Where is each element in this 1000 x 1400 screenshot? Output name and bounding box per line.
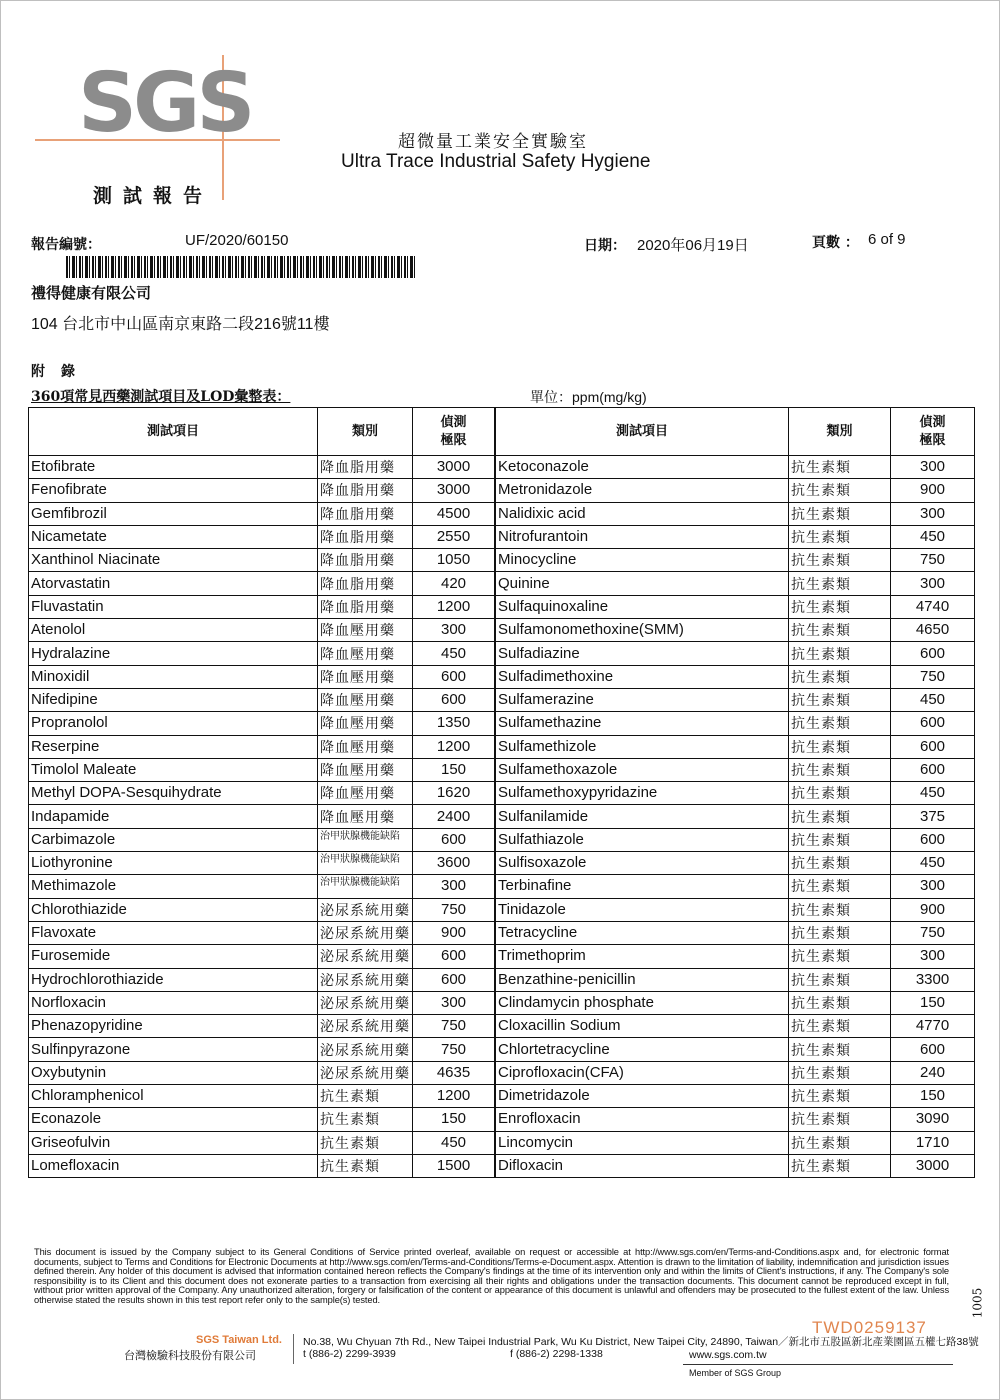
header-test-item: 測試項目 (29, 408, 318, 456)
lod-value: 1500 (413, 1154, 495, 1177)
appendix-label: 附錄 (31, 364, 91, 380)
table-row (29, 456, 495, 479)
category-cell: 抗生素類 (789, 758, 891, 781)
test-item-name: Sulfisoxazole (496, 852, 789, 875)
category-cell: 降血脂用藥 (318, 456, 413, 479)
footer-telephone: t (886-2) 2299-3939 (303, 1348, 396, 1360)
page-count: 6 of 9 (868, 231, 906, 248)
test-item-name: Fluvastatin (29, 595, 318, 618)
lod-value: 3600 (413, 852, 495, 875)
lod-value: 240 (891, 1061, 975, 1084)
category-cell: 抗生素類 (789, 852, 891, 875)
test-item-name: Atenolol (29, 619, 318, 642)
category-cell: 抗生素類 (318, 1085, 413, 1108)
test-item-name: Cloxacillin Sodium (496, 1015, 789, 1038)
table-row (496, 502, 975, 525)
test-item-name: Gemfibrozil (29, 502, 318, 525)
category-cell: 泌尿系統用藥 (318, 921, 413, 944)
test-item-name: Quinine (496, 572, 789, 595)
test-item-name: Sulfamethizole (496, 735, 789, 758)
table-header-row (29, 408, 495, 456)
report-number: UF/2020/60150 (185, 232, 289, 249)
table-row (496, 898, 975, 921)
test-item-name: Phenazopyridine (29, 1015, 318, 1038)
lod-value: 150 (413, 758, 495, 781)
lab-name-cn: 超微量工業安全實驗室 (398, 132, 588, 152)
table-row (29, 805, 495, 828)
test-item-name: Timolol Maleate (29, 758, 318, 781)
lod-value: 150 (891, 991, 975, 1014)
category-cell: 抗生素類 (789, 1061, 891, 1084)
table-row (29, 1015, 495, 1038)
test-item-name: Norfloxacin (29, 991, 318, 1014)
table-row (496, 688, 975, 711)
lod-value: 2400 (413, 805, 495, 828)
table-row (496, 1038, 975, 1061)
test-item-name: Methimazole (29, 875, 318, 898)
lod-value: 1200 (413, 735, 495, 758)
test-item-name: Sulfadimethoxine (496, 665, 789, 688)
category-cell: 抗生素類 (789, 688, 891, 711)
category-cell: 抗生素類 (789, 898, 891, 921)
sgs-taiwan-name: SGS Taiwan Ltd. (196, 1334, 282, 1346)
table-row (496, 1085, 975, 1108)
table-row (29, 828, 495, 851)
table-row (29, 479, 495, 502)
test-item-name: Sulfamonomethoxine(SMM) (496, 619, 789, 642)
test-item-name: Sulfanilamide (496, 805, 789, 828)
table-row (496, 1015, 975, 1038)
footer-website: www.sgs.com.tw (689, 1349, 767, 1361)
lod-value: 600 (413, 968, 495, 991)
lod-value: 600 (891, 1038, 975, 1061)
unit-label: 單位：ppm(mg/kg) (530, 389, 647, 405)
category-cell: 抗生素類 (789, 1108, 891, 1131)
table-header-row (496, 408, 975, 456)
test-item-name: Nitrofurantoin (496, 525, 789, 548)
appendix-subtitle: 360項常見西藥測試項目及LOD彙整表： (31, 389, 291, 405)
header-lod-line2: 極限 (919, 432, 946, 448)
test-item-name: Enrofloxacin (496, 1108, 789, 1131)
table-row (29, 735, 495, 758)
table-row (29, 619, 495, 642)
date-label: 日期： (584, 238, 626, 254)
lod-value: 900 (891, 898, 975, 921)
test-item-name: Ketoconazole (496, 456, 789, 479)
category-cell: 抗生素類 (789, 572, 891, 595)
lod-value: 750 (891, 665, 975, 688)
table-row (496, 875, 975, 898)
table-row (29, 572, 495, 595)
test-item-name: Atorvastatin (29, 572, 318, 595)
lod-value: 375 (891, 805, 975, 828)
table-row (496, 1061, 975, 1084)
table-row (29, 688, 495, 711)
lod-value: 3000 (891, 1154, 975, 1177)
table-row (29, 595, 495, 618)
report-number-label: 報告編號： (31, 237, 101, 253)
category-cell: 抗生素類 (789, 828, 891, 851)
lod-value: 1350 (413, 712, 495, 735)
test-item-name: Sulfamethoxazole (496, 758, 789, 781)
test-item-name: Flavoxate (29, 921, 318, 944)
category-cell: 降血脂用藥 (318, 572, 413, 595)
report-date: 2020年06月19日 (637, 237, 749, 254)
test-item-name: Chlorothiazide (29, 898, 318, 921)
side-number: 1005 (970, 1287, 985, 1319)
table-row (496, 572, 975, 595)
table-row (29, 1061, 495, 1084)
test-item-name: Sulfaquinoxaline (496, 595, 789, 618)
table-row (496, 852, 975, 875)
category-cell: 抗生素類 (789, 549, 891, 572)
table-row (29, 1085, 495, 1108)
category-cell: 抗生素類 (789, 502, 891, 525)
test-item-name: Sulfathiazole (496, 828, 789, 851)
table-row (496, 945, 975, 968)
lod-value: 600 (891, 642, 975, 665)
table-row (29, 502, 495, 525)
category-cell: 降血脂用藥 (318, 525, 413, 548)
table-row (29, 782, 495, 805)
test-item-name: Hydralazine (29, 642, 318, 665)
table-row (496, 1154, 975, 1177)
lod-value: 3000 (413, 479, 495, 502)
category-cell: 抗生素類 (789, 805, 891, 828)
header-lod-line1: 偵測 (440, 414, 467, 430)
table-row (496, 805, 975, 828)
test-item-name: Sulfamerazine (496, 688, 789, 711)
client-address: 104 台北市中山區南京東路二段216號11樓 (31, 316, 330, 333)
table-row (496, 595, 975, 618)
category-cell: 抗生素類 (789, 1154, 891, 1177)
test-item-name: Propranolol (29, 712, 318, 735)
lod-value: 600 (413, 828, 495, 851)
table-row (496, 642, 975, 665)
category-cell: 降血壓用藥 (318, 642, 413, 665)
category-cell: 抗生素類 (789, 968, 891, 991)
test-item-name: Difloxacin (496, 1154, 789, 1177)
category-cell: 降血壓用藥 (318, 688, 413, 711)
category-cell: 治甲狀腺機能缺陷 (318, 875, 413, 898)
lod-value: 300 (413, 619, 495, 642)
category-cell: 抗生素類 (789, 595, 891, 618)
test-item-name: Furosemide (29, 945, 318, 968)
lod-value: 1620 (413, 782, 495, 805)
category-cell: 抗生素類 (789, 479, 891, 502)
lod-value: 300 (413, 875, 495, 898)
footer-fax: f (886-2) 2298-1338 (510, 1348, 603, 1360)
lod-value: 3090 (891, 1108, 975, 1131)
lod-value: 300 (891, 572, 975, 595)
lod-value: 600 (413, 945, 495, 968)
header-lod (891, 408, 975, 456)
lod-value: 1050 (413, 549, 495, 572)
test-item-name: Nalidixic acid (496, 502, 789, 525)
category-cell: 抗生素類 (789, 1085, 891, 1108)
lab-name-en: Ultra Trace Industrial Safety Hygiene (341, 151, 651, 172)
header-lod (413, 408, 495, 456)
category-cell: 泌尿系統用藥 (318, 1015, 413, 1038)
category-cell: 降血壓用藥 (318, 665, 413, 688)
lod-value: 750 (891, 921, 975, 944)
lod-value: 1200 (413, 595, 495, 618)
header-lod-line2: 極限 (440, 432, 467, 448)
category-cell: 抗生素類 (318, 1131, 413, 1154)
category-cell: 泌尿系統用藥 (318, 898, 413, 921)
table-row (29, 898, 495, 921)
test-item-name: Terbinafine (496, 875, 789, 898)
lod-value: 600 (891, 828, 975, 851)
footer-address: No.38, Wu Chyuan 7th Rd., New Taipei Industrial Park, Wu Ku District, New Taipei City, 24890, Taiwan／新北市五股區新北產業園區五權七路38號 (303, 1336, 979, 1348)
category-cell: 抗生素類 (789, 1038, 891, 1061)
table-row (496, 921, 975, 944)
table-row (496, 712, 975, 735)
test-item-name: Nifedipine (29, 688, 318, 711)
test-item-name: Etofibrate (29, 456, 318, 479)
table-row (496, 758, 975, 781)
category-cell: 抗生素類 (789, 642, 891, 665)
test-item-name: Lincomycin (496, 1131, 789, 1154)
header-test-item: 測試項目 (496, 408, 789, 456)
table-row (496, 456, 975, 479)
company-name-cn: 台灣檢驗科技股份有限公司 (124, 1349, 256, 1362)
category-cell: 抗生素類 (789, 525, 891, 548)
test-item-name: Griseofulvin (29, 1131, 318, 1154)
table-row (29, 1131, 495, 1154)
test-item-name: Sulfinpyrazone (29, 1038, 318, 1061)
legal-disclaimer: This document is issued by the Company subject to its General Conditions of Service printed overleaf, available on request or accessible at http://www.sgs.com/en/Terms-and-Conditions.aspx and, for electronic format documents, subject to Terms and Conditions for Electronic Documents at http://www.sgs.com/en/Terms-and-Conditions/Terms-e-Document.aspx. Attention is drawn to the limitation of liability, indemnification and jurisdiction issues defined therein. Any holder of this document is advised that information contained hereon reflects the Company's findings at the time of its intervention only and within the limits of Client's instructions, if any. The Company's sole responsibility is to its Client and this document does not exonerate parties to a transaction from exercising all their rights and obligations under the transaction documents. This document cannot be reproduced except in full, without prior written approval of the Company. Any unauthorized alteration, forgery or falsification of the content or appearance of this document is unlawful and offenders may be prosecuted to the fullest extent of the law. Unless otherwise stated the results shown in this test report refer only to the sample(s) tested. (34, 1247, 949, 1305)
category-cell: 治甲狀腺機能缺陷 (318, 828, 413, 851)
table-row (496, 665, 975, 688)
client-company: 禮得健康有限公司 (31, 285, 152, 302)
table-row (29, 665, 495, 688)
lod-value: 300 (891, 502, 975, 525)
table-row (496, 828, 975, 851)
test-item-name: Carbimazole (29, 828, 318, 851)
lod-value: 300 (413, 991, 495, 1014)
category-cell: 降血壓用藥 (318, 758, 413, 781)
test-item-name: Reserpine (29, 735, 318, 758)
report-title: 測試報告 (93, 185, 214, 207)
lod-table-left (28, 407, 495, 1178)
category-cell: 抗生素類 (318, 1108, 413, 1131)
table-row (496, 1131, 975, 1154)
lod-value: 4740 (891, 595, 975, 618)
lod-value: 600 (891, 712, 975, 735)
table-row (29, 642, 495, 665)
category-cell: 抗生素類 (789, 921, 891, 944)
footer-rule (683, 1364, 953, 1365)
table-row (29, 1154, 495, 1177)
category-cell: 抗生素類 (789, 735, 891, 758)
table-row (496, 968, 975, 991)
category-cell: 抗生素類 (789, 991, 891, 1014)
table-row (29, 712, 495, 735)
lod-value: 900 (891, 479, 975, 502)
test-item-name: Ciprofloxacin(CFA) (496, 1061, 789, 1084)
test-item-name: Econazole (29, 1108, 318, 1131)
lod-value: 450 (891, 688, 975, 711)
category-cell: 抗生素類 (789, 456, 891, 479)
category-cell: 泌尿系統用藥 (318, 1061, 413, 1084)
category-cell: 抗生素類 (318, 1154, 413, 1177)
lod-value: 300 (891, 875, 975, 898)
table-row (496, 549, 975, 572)
category-cell: 泌尿系統用藥 (318, 968, 413, 991)
category-cell: 降血脂用藥 (318, 549, 413, 572)
table-row (29, 968, 495, 991)
category-cell: 治甲狀腺機能缺陷 (318, 852, 413, 875)
test-item-name: Methyl DOPA-Sesquihydrate (29, 782, 318, 805)
test-item-name: Dimetridazole (496, 1085, 789, 1108)
category-cell: 降血壓用藥 (318, 805, 413, 828)
lod-value: 600 (413, 665, 495, 688)
test-item-name: Liothyronine (29, 852, 318, 875)
category-cell: 降血脂用藥 (318, 502, 413, 525)
category-cell: 抗生素類 (789, 619, 891, 642)
category-cell: 抗生素類 (789, 875, 891, 898)
lod-value: 1710 (891, 1131, 975, 1154)
table-row (496, 1108, 975, 1131)
lod-value: 150 (413, 1108, 495, 1131)
lod-table-right (495, 407, 975, 1178)
category-cell: 抗生素類 (789, 945, 891, 968)
footer-divider (293, 1334, 294, 1364)
category-cell: 抗生素類 (789, 1015, 891, 1038)
test-item-name: Hydrochlorothiazide (29, 968, 318, 991)
sgs-logo: SGS (78, 56, 252, 151)
table-row (496, 782, 975, 805)
lod-value: 450 (891, 782, 975, 805)
table-row (29, 852, 495, 875)
category-cell: 降血壓用藥 (318, 712, 413, 735)
test-item-name: Clindamycin phosphate (496, 991, 789, 1014)
serial-number: TWD0259137 (812, 1318, 927, 1337)
lod-value: 2550 (413, 525, 495, 548)
test-item-name: Trimethoprim (496, 945, 789, 968)
test-item-name: Fenofibrate (29, 479, 318, 502)
category-cell: 泌尿系統用藥 (318, 945, 413, 968)
category-cell: 抗生素類 (789, 665, 891, 688)
test-item-name: Chloramphenicol (29, 1085, 318, 1108)
test-item-name: Sulfamethoxypyridazine (496, 782, 789, 805)
category-cell: 降血壓用藥 (318, 782, 413, 805)
test-item-name: Oxybutynin (29, 1061, 318, 1084)
barcode (66, 256, 416, 278)
page-count-label: 頁數 ： (812, 235, 859, 251)
lod-value: 300 (891, 456, 975, 479)
lod-value: 450 (413, 642, 495, 665)
test-item-name: Lomefloxacin (29, 1154, 318, 1177)
test-item-name: Sulfadiazine (496, 642, 789, 665)
table-row (496, 991, 975, 1014)
lod-value: 420 (413, 572, 495, 595)
table-row (29, 991, 495, 1014)
lod-value: 600 (891, 735, 975, 758)
lod-value: 600 (413, 688, 495, 711)
header-lod-line1: 偵測 (919, 414, 946, 430)
test-item-name: Xanthinol Niacinate (29, 549, 318, 572)
table-row (496, 479, 975, 502)
lod-value: 450 (891, 525, 975, 548)
test-item-name: Indapamide (29, 805, 318, 828)
footer-member: Member of SGS Group (689, 1368, 782, 1378)
lod-value: 1200 (413, 1085, 495, 1108)
category-cell: 抗生素類 (789, 782, 891, 805)
lod-value: 450 (413, 1131, 495, 1154)
table-row (29, 945, 495, 968)
table-row (496, 525, 975, 548)
table-row (29, 549, 495, 572)
table-row (496, 735, 975, 758)
lod-value: 4770 (891, 1015, 975, 1038)
test-item-name: Sulfamethazine (496, 712, 789, 735)
table-row (29, 1038, 495, 1061)
lod-value: 900 (413, 921, 495, 944)
test-item-name: Metronidazole (496, 479, 789, 502)
lod-value: 4650 (891, 619, 975, 642)
lod-value: 750 (891, 549, 975, 572)
table-row (29, 1108, 495, 1131)
category-cell: 降血脂用藥 (318, 595, 413, 618)
lod-value: 150 (891, 1085, 975, 1108)
lod-value: 750 (413, 1038, 495, 1061)
category-cell: 降血壓用藥 (318, 735, 413, 758)
category-cell: 泌尿系統用藥 (318, 991, 413, 1014)
lod-value: 300 (891, 945, 975, 968)
category-cell: 抗生素類 (789, 1131, 891, 1154)
test-item-name: Minoxidil (29, 665, 318, 688)
category-cell: 降血脂用藥 (318, 479, 413, 502)
test-item-name: Nicametate (29, 525, 318, 548)
lod-value: 750 (413, 898, 495, 921)
header-category: 類別 (789, 408, 891, 456)
test-item-name: Minocycline (496, 549, 789, 572)
lod-value: 4500 (413, 502, 495, 525)
table-row (29, 758, 495, 781)
category-cell: 抗生素類 (789, 712, 891, 735)
category-cell: 降血壓用藥 (318, 619, 413, 642)
lod-value: 4635 (413, 1061, 495, 1084)
table-row (29, 525, 495, 548)
table-row (496, 619, 975, 642)
header-category: 類別 (318, 408, 413, 456)
test-item-name: Benzathine-penicillin (496, 968, 789, 991)
lod-value: 600 (891, 758, 975, 781)
lod-value: 750 (413, 1015, 495, 1038)
lod-value: 3000 (413, 456, 495, 479)
test-item-name: Chlortetracycline (496, 1038, 789, 1061)
test-item-name: Tinidazole (496, 898, 789, 921)
lod-value: 3300 (891, 968, 975, 991)
table-row (29, 875, 495, 898)
test-item-name: Tetracycline (496, 921, 789, 944)
category-cell: 泌尿系統用藥 (318, 1038, 413, 1061)
table-row (29, 921, 495, 944)
lod-value: 450 (891, 852, 975, 875)
